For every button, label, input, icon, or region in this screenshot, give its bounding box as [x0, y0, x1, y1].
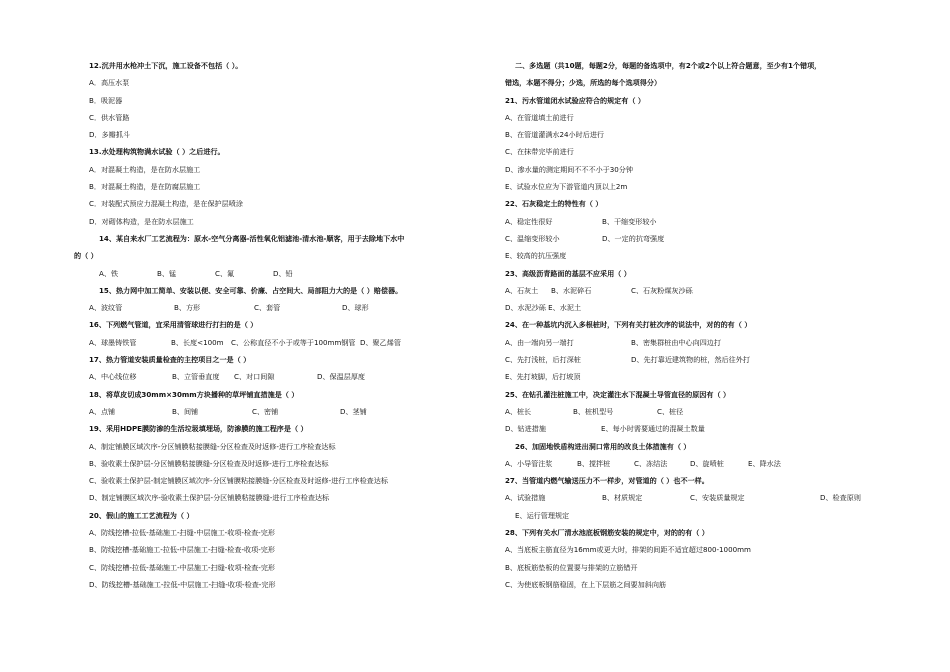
option: B、搅拌桩	[577, 458, 611, 468]
option: C、先打浅桩，后打深桩	[505, 355, 581, 365]
question-21-title: 21、污水管道闭水试验应符合的规定有（ ）	[505, 95, 646, 105]
option: E、较高的抗压强度	[505, 251, 567, 261]
option: E、试验水位应为下游管道内顶以上2m	[505, 182, 628, 192]
options-row	[505, 287, 905, 295]
option: C、防线挖槽-拉低-基础施工-中层施工-扫缝-收项-检查-完形	[89, 562, 276, 572]
option: C．供水管路	[89, 112, 130, 122]
option: C、在抹带完毕前进行	[505, 147, 574, 157]
option: C、密铺	[252, 406, 279, 416]
option: D、检查原则	[820, 493, 861, 503]
option: C、冻结法	[634, 458, 668, 468]
option: A、制定铺膜区域次序-分区铺膜粘接膜缝-分区检查及时返修-进行工序检查达标	[89, 441, 336, 451]
option: B、验收素土保护层-分区铺膜粘接膜缝-分区检查及时返修-进行工序检查达标	[89, 458, 329, 468]
option: D、球形	[342, 303, 369, 313]
question-23-title: 23、高级沥青路面的基层不应采用（ ）	[505, 268, 631, 278]
left-column	[74, 61, 469, 598]
option: D、铅	[273, 268, 293, 278]
options-row	[505, 494, 905, 502]
question-27-title: 27、当管道内燃气输送压力不一样步，对管道的（ ）也不一样。	[505, 476, 709, 486]
option: A、稳定性很好	[505, 216, 553, 226]
option: A、中心线位移	[89, 372, 137, 382]
option: C、石灰粉煤灰沙砾	[631, 285, 693, 295]
option: B、锰	[157, 268, 177, 278]
option: B、水泥碎石	[551, 285, 592, 295]
option: D、钻进措施	[505, 424, 546, 434]
option: A、试验措施	[505, 493, 546, 503]
question-19-title: 19、采用HDPE膜防渗的生活垃圾填埋场，防渗膜的施工程序是（ ）	[89, 424, 308, 434]
option: C、公称直径不小于或等于100mm钢管	[231, 337, 356, 347]
option: D、防线挖槽-基础施工-拉低-中层施工-扫缝-收项-检查-完形	[89, 579, 276, 589]
question-13-title: 13.水处理构筑物满水试验（ ）之后进行。	[89, 147, 225, 157]
option: C、为使底板钢筋稳固，在上下层筋之间要加斜向筋	[505, 579, 667, 589]
options-row	[505, 235, 905, 243]
question-22-title: 22、石灰稳定土的特性有（ ）	[505, 199, 603, 209]
option: D、聚乙烯管	[360, 337, 401, 347]
option: A、点铺	[89, 406, 116, 416]
option: B、防线挖槽-基础施工-拉低-中层施工-扫缝-检查-收项-完形	[89, 545, 275, 555]
question-25-title: 25、在钻孔灌注桩施工中，决定灌注水下混凝土导管直径的原因有（ ）	[505, 389, 731, 399]
option: A、球墨铸铁管	[89, 337, 137, 347]
option: B、立管垂直度	[172, 372, 220, 382]
options-row	[505, 460, 905, 468]
option: A、当底板主筋直径为16mm或更大时，排架的间距不适宜超过800-1000mm	[505, 545, 751, 555]
option: B、底板筋垫板的位置要与排架的立筋错开	[505, 562, 638, 572]
option: C、桩径	[657, 406, 684, 416]
option: C、套管	[254, 303, 281, 313]
option: B、在管道灌满水24小时后进行	[505, 130, 605, 140]
options-row	[505, 339, 905, 347]
option: B、方形	[174, 303, 201, 313]
option: E、运行管理规定	[515, 510, 570, 520]
option: A、由一端向另一端打	[505, 337, 574, 347]
question-14-title: 14、某自来水厂工艺流程为：原水-空气分离器-活性氧化铝滤池-清水池-顺客，用于去除地下水中	[99, 233, 405, 243]
option: D．对砌体构造，是在防水层施工	[89, 216, 194, 226]
right-column	[505, 62, 905, 598]
option: D、保温层厚度	[317, 372, 366, 382]
option: C、温缩变形较小	[505, 233, 560, 243]
option: A．对混凝土构造，是在防水层施工	[89, 164, 201, 174]
options-row	[505, 408, 905, 416]
section-heading-line-1: 二、多选题（共10题，每题2分，每题的备选项中，有2个或2个以上符合题意，至少有1个错项，	[515, 61, 822, 70]
question-14-continuation: 的（ ）	[74, 251, 98, 261]
option: E、每小时需要通过的混凝土数量	[601, 424, 705, 434]
options-row	[89, 270, 469, 278]
option: B、长度<100m	[171, 337, 224, 347]
option: D、先打靠近建筑物的桩，然后往外打	[631, 355, 750, 365]
option: A、在管道填土前进行	[505, 112, 574, 122]
option: C、氟	[215, 268, 235, 278]
options-row	[505, 218, 905, 226]
question-15-title: 15、热力网中加工简单、安装以便、安全可靠、价廉、占空间大、局部阻力大的是（ ）赔偿器。	[99, 285, 403, 295]
option: B、密集群桩由中心向四边打	[631, 337, 721, 347]
option: A、小导管注浆	[505, 458, 553, 468]
option: C、安装质量规定	[690, 493, 745, 503]
question-12-title: 12.沉井用水枪冲土下沉，施工设备不包括（ ）。	[89, 61, 243, 70]
question-28-title: 28、下列有关水厂清水池底板钢筋安装的规定中，对的的有（ ）	[505, 528, 709, 538]
option: A、防线挖槽-拉低-基础施工-扫缝-中层施工-收项-检查-完形	[89, 528, 275, 538]
option: E、先打坡脚，后打坡顶	[505, 372, 581, 382]
option: D、茎铺	[340, 406, 367, 416]
options-row	[505, 356, 905, 364]
options-row	[89, 304, 469, 312]
option: B、桩机型号	[573, 406, 614, 416]
option: A、桩长	[505, 406, 532, 416]
option: A、石灰土	[505, 285, 539, 295]
options-row	[505, 425, 905, 433]
option: B、材质规定	[602, 493, 643, 503]
option: B、间铺	[172, 406, 199, 416]
option: C、对口间隙	[234, 372, 275, 382]
option: D、水泥沙砾 E、水泥土	[505, 303, 582, 313]
option: E、降水法	[748, 458, 781, 468]
option: B．吸泥器	[89, 95, 123, 105]
question-17-title: 17、热力管道安装质量检查的主控项目之一是（ ）	[89, 355, 251, 365]
option: D、旋喷桩	[690, 458, 724, 468]
options-row	[89, 373, 469, 381]
question-26-title: 26、加固地铁盾构进出洞口常用的改良土体措施有（ ）	[515, 441, 691, 451]
option: A、波纹管	[89, 303, 123, 313]
option: A、铁	[99, 268, 119, 278]
options-row	[89, 408, 469, 416]
option: C、验收素土保护层-制定铺膜区域次序-分区铺膜粘接膜缝-分区检查及时返修-进行工序检查达标	[89, 476, 388, 486]
question-18-title: 18、将草皮切成30mm×30mm方块播种的草坪铺直措施是（ ）	[89, 389, 299, 399]
option: B、干缩变形较小	[602, 216, 657, 226]
option: A．高压水泵	[89, 78, 130, 88]
option: D．多瓣抓斗	[89, 130, 130, 140]
section-heading-line-2: 错选，本题不得分；少选，所选的每个选项得分）	[505, 78, 662, 88]
option: D、一定的抗弯强度	[602, 233, 665, 243]
question-16-title: 16、下列燃气管道，宜采用清管球进行打扫的是（ ）	[89, 320, 258, 330]
option: D、制定铺膜区域次序-验收素土保护层-分区铺膜粘接膜缝-进行工序检查达标	[89, 493, 330, 503]
option: B．对混凝土构造，是在防腐层施工	[89, 182, 201, 192]
options-row	[89, 339, 469, 347]
question-24-title: 24、在一种基坑内沉入多根桩时，下列有关打桩次序的说法中，对的的有（ ）	[505, 320, 752, 330]
option: D、渗水量的测定期间不不不小于30分钟	[505, 164, 633, 174]
question-20-title: 20、假山的施工工艺流程为（ ）	[89, 510, 194, 520]
option: C．对装配式预应力混凝土构造，是在保护层喷涂	[89, 199, 243, 209]
